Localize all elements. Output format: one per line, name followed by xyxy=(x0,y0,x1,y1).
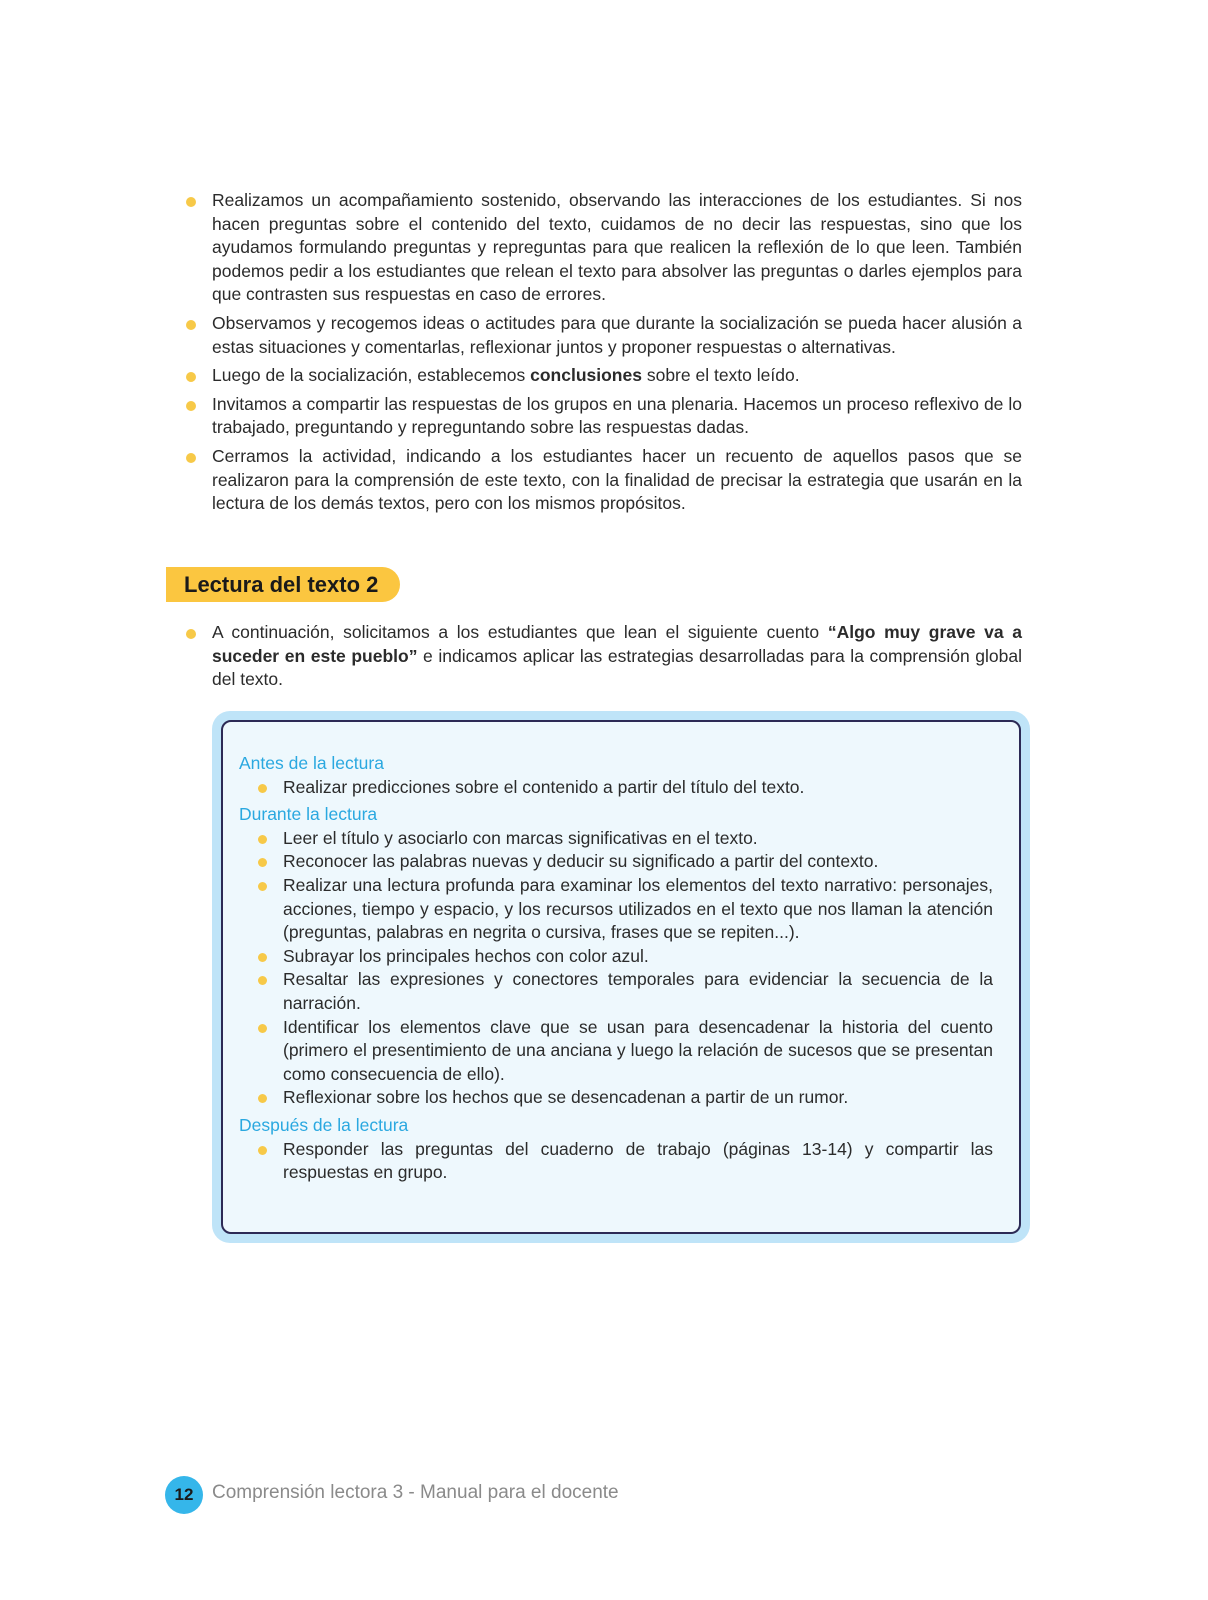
intro-bullet-item xyxy=(186,445,1022,516)
intro-bullet-list xyxy=(186,189,1022,521)
text-segment: Invitamos a compartir las respuestas de los grupos en una plenaria. Hacemos un proceso reflexivo de lo trabajado, preguntando y repreguntando sobre las respuestas dadas. xyxy=(212,393,1022,438)
text-segment: Realizamos un acompañamiento sostenido, observando las interacciones de los estudiantes. Si nos hacen preguntas sobre el contenido del texto, cuidamos de no decir las respuestas, sino que los ayudamos formulando preguntas y repreguntas para que realicen la reflexión de lo que leen. También podemos pedir a los estudiantes que relean el texto para absolver las preguntas o darles ejemplos para que contrasten sus respuestas en caso de errores. xyxy=(212,190,1022,305)
strategy-item: Responder las preguntas del cuaderno de trabajo (páginas 13-14) y compartir las respuestas en grupo. xyxy=(239,1138,993,1185)
intro-bullet-item xyxy=(186,189,1022,307)
intro-bullet-item xyxy=(186,364,1022,388)
page-number-badge: 12 xyxy=(165,1476,203,1514)
text-segment: Cerramos la actividad, indicando a los estudiantes hacer un recuento de aquellos pasos que se realizaron para la comprensión de este texto, con la finalidad de precisar la estrategia que usarán en la lectura de los demás textos, pero con los mismos propósitos. xyxy=(212,445,1022,514)
intro-bullet-item xyxy=(186,312,1022,359)
section2-bullet-item xyxy=(186,621,1022,692)
bold-text: conclusiones xyxy=(530,365,642,386)
section2-bullet-list xyxy=(186,621,1022,692)
strategy-box-content xyxy=(239,752,993,1189)
strategy-item: Realizar una lectura profunda para examinar los elementos del texto narrativo: personajes, acciones, tiempo y espacio, y los recursos utilizados en el texto que nos llaman la atención (preguntas, palabras en negrita o cursiva, frases que se repiten...). xyxy=(239,874,993,945)
strategy-item: Realizar predicciones sobre el contenido a partir del título del texto. xyxy=(239,776,993,800)
text-segment: A continuación, solicitamos a los estudiantes que lean el siguiente cuento xyxy=(212,622,828,642)
footer-title: Comprensión lectora 3 - Manual para el docente xyxy=(212,1482,619,1503)
text-segment: Luego de la socialización, establecemos xyxy=(212,365,531,386)
bold-text: “Algo muy grave va a suceder en este pueblo” xyxy=(212,622,1022,666)
strategy-item: Identificar los elementos clave que se usan para desencadenar la historia del cuento (primero el presentimiento de una anciana y luego la relación de sucesos que se presentan como consecuencia de ello). xyxy=(239,1016,993,1087)
strategy-item-list xyxy=(239,827,993,1110)
strategy-section-heading: Antes de la lectura xyxy=(239,753,384,773)
strategy-item-list xyxy=(239,1138,993,1185)
strategy-item: Subrayar los principales hechos con color azul. xyxy=(239,945,993,969)
text-segment: Observamos y recogemos ideas o actitudes para que durante la socialización se pueda hacer alusión a estas situaciones y comentarlas, reflexionar juntos y proponer respuestas o alternativas. xyxy=(212,312,1022,357)
strategy-item-list xyxy=(239,776,993,800)
strategy-section-heading: Durante la lectura xyxy=(239,804,378,825)
strategy-box xyxy=(221,720,1021,1234)
strategy-item: Reconocer las palabras nuevas y deducir su significado a partir del contexto. xyxy=(239,850,993,874)
section-title-tab: Lectura del texto 2 xyxy=(166,567,400,602)
strategy-item: Resaltar las expresiones y conectores temporales para evidenciar la secuencia de la narración. xyxy=(239,968,993,1015)
text-segment: sobre el texto leído. xyxy=(641,365,800,386)
text-segment: e indicamos aplicar las estrategias desarrolladas para la comprensión global del texto. xyxy=(212,645,1023,690)
strategy-item: Leer el título y asociarlo con marcas significativas en el texto. xyxy=(239,827,993,851)
strategy-section-heading: Después de la lectura xyxy=(239,1114,409,1135)
intro-bullet-item xyxy=(186,393,1022,440)
strategy-item: Reflexionar sobre los hechos que se desencadenan a partir de un rumor. xyxy=(239,1086,993,1110)
